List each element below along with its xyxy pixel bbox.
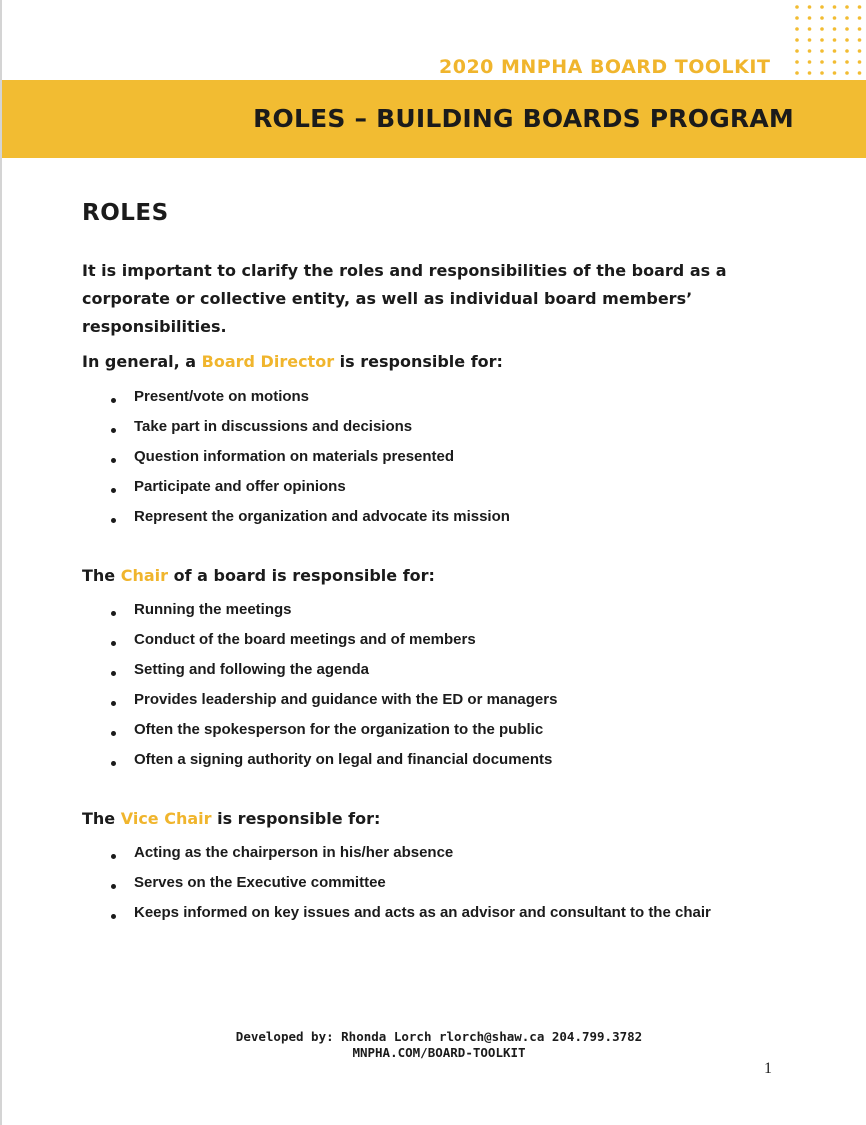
decorative-dot — [795, 49, 799, 53]
banner-title: ROLES – BUILDING BOARDS PROGRAM — [253, 104, 794, 133]
decorative-dot — [808, 38, 812, 42]
list-item-text: Serves on the Executive committee — [134, 874, 386, 891]
decorative-dot — [795, 71, 799, 75]
bullet-icon — [111, 731, 116, 736]
intro-paragraph: It is important to clarify the roles and responsibilities of the board as a corporate or collective entity, as well as individual board members’ responsibilities. — [82, 261, 727, 336]
chair-heading — [82, 566, 435, 585]
list-item-text: Represent the organization and advocate its mission — [134, 508, 510, 525]
decorative-dot — [808, 16, 812, 20]
decorative-dot-grid — [794, 2, 866, 78]
decorative-dot — [833, 38, 837, 42]
decorative-dot — [833, 27, 837, 31]
decorative-dot — [833, 5, 837, 9]
bullet-icon — [111, 884, 116, 889]
bullet-icon — [111, 488, 116, 493]
decorative-dot — [833, 16, 837, 20]
decorative-dot — [858, 16, 862, 20]
decorative-dot — [795, 38, 799, 42]
decorative-dot — [858, 5, 862, 9]
decorative-dot — [820, 5, 824, 9]
heading-suffix: is responsible for: — [211, 809, 381, 828]
decorative-dot — [858, 49, 862, 53]
section-title: ROLES — [82, 200, 169, 226]
decorative-dot — [858, 71, 862, 75]
list-item-text: Conduct of the board meetings and of members — [134, 631, 476, 648]
decorative-dot — [795, 5, 799, 9]
board-director-heading — [82, 352, 503, 371]
decorative-dot — [845, 27, 849, 31]
bullet-icon — [111, 854, 116, 859]
decorative-dot — [808, 60, 812, 64]
bullet-icon — [111, 458, 116, 463]
bullet-icon — [111, 671, 116, 676]
decorative-dot — [820, 60, 824, 64]
role-highlight: Chair — [120, 566, 169, 585]
decorative-dot — [808, 27, 812, 31]
decorative-dot — [795, 60, 799, 64]
bullet-icon — [111, 641, 116, 646]
bullet-icon — [111, 761, 116, 766]
page-number: 1 — [764, 1060, 772, 1077]
bullet-icon — [111, 518, 116, 523]
decorative-dot — [808, 71, 812, 75]
role-highlight: Vice Chair — [120, 809, 212, 828]
decorative-dot — [820, 27, 824, 31]
decorative-dot — [808, 49, 812, 53]
page-left-border — [0, 0, 2, 1125]
title-banner — [2, 80, 866, 158]
decorative-dot — [820, 49, 824, 53]
bullet-icon — [111, 398, 116, 403]
list-item-text: Participate and offer opinions — [134, 478, 346, 495]
heading-suffix: of a board is responsible for: — [168, 566, 435, 585]
list-item-text: Setting and following the agenda — [134, 661, 369, 678]
footer-website-link[interactable]: MNPHA.COM/BOARD-TOOLKIT — [352, 1045, 526, 1060]
bullet-icon — [111, 701, 116, 706]
decorative-dot — [820, 16, 824, 20]
decorative-dot — [833, 49, 837, 53]
bullet-icon — [111, 611, 116, 616]
list-item-text: Keeps informed on key issues and acts as an advisor and consultant to the chair — [134, 904, 711, 921]
list-item-text: Question information on materials presented — [134, 448, 455, 465]
bullet-icon — [111, 914, 116, 919]
decorative-dot — [808, 5, 812, 9]
decorative-dot — [795, 27, 799, 31]
heading-prefix: In general, a — [82, 352, 202, 371]
heading-prefix: The — [82, 566, 121, 585]
list-item-text: Running the meetings — [134, 601, 292, 618]
list-item-text: Provides leadership and guidance with the ED or managers — [134, 691, 558, 708]
toolkit-title: 2020 MNPHA BOARD TOOLKIT — [439, 56, 771, 78]
footer-developer-line: Developed by: Rhonda Lorch rlorch@shaw.ca 204.799.3782 — [235, 1029, 643, 1044]
list-item-text: Often the spokesperson for the organization to the public — [134, 721, 544, 738]
decorative-dot — [820, 38, 824, 42]
decorative-dot — [845, 38, 849, 42]
decorative-dot — [833, 71, 837, 75]
decorative-dot — [845, 5, 849, 9]
list-item-text: Present/vote on motions — [134, 388, 310, 405]
bullet-icon — [111, 428, 116, 433]
vice-chair-heading — [82, 809, 380, 828]
heading-suffix: is responsible for: — [334, 352, 503, 371]
decorative-dot — [858, 60, 862, 64]
list-item-text: Acting as the chairperson in his/her absence — [134, 844, 454, 861]
decorative-dot — [858, 38, 862, 42]
decorative-dot — [845, 60, 849, 64]
heading-prefix: The — [82, 809, 121, 828]
decorative-dot — [795, 16, 799, 20]
decorative-dot — [845, 49, 849, 53]
decorative-dot — [845, 71, 849, 75]
list-item-text: Take part in discussions and decisions — [134, 418, 413, 435]
decorative-dot — [858, 27, 862, 31]
decorative-dot — [845, 16, 849, 20]
decorative-dot — [833, 60, 837, 64]
role-highlight: Board Director — [201, 352, 335, 371]
list-item-text: Often a signing authority on legal and financial documents — [134, 751, 553, 768]
decorative-dot — [820, 71, 824, 75]
